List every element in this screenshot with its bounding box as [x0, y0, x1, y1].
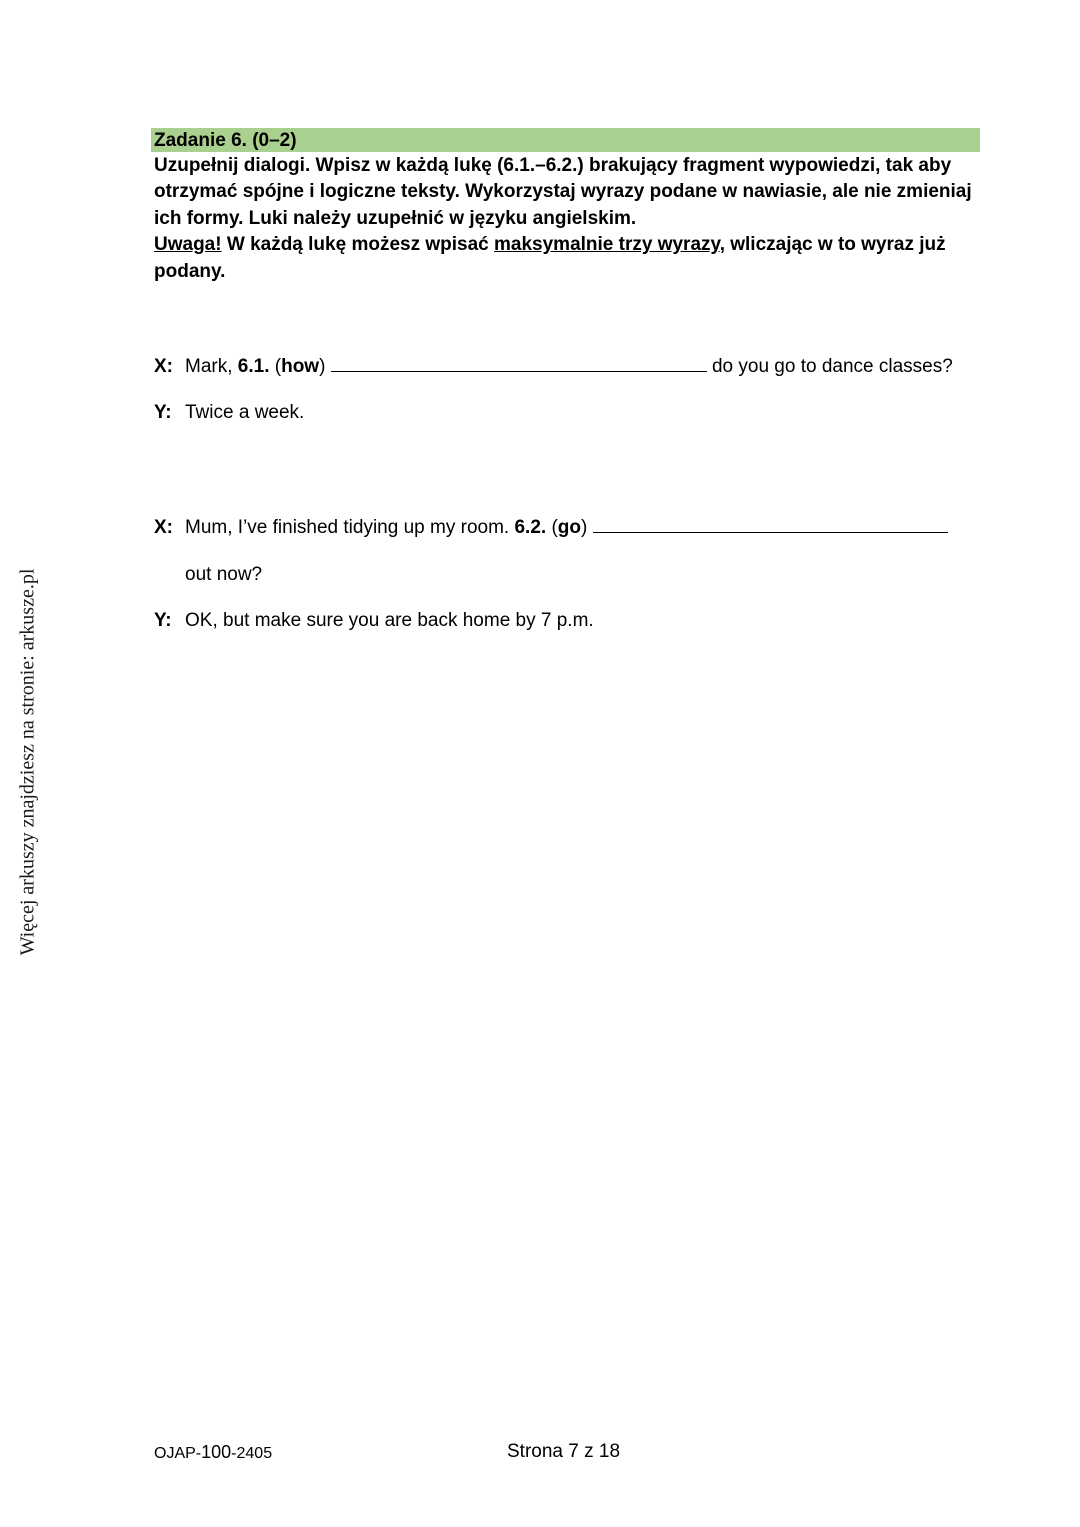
- page-number: Strona 7 z 18: [507, 1441, 621, 1462]
- task-header: Zadanie 6. (0–2): [151, 128, 980, 152]
- note-part-1: W każdą lukę możesz wpisać: [221, 234, 495, 256]
- task-instructions: [151, 152, 980, 285]
- keyword: how: [281, 356, 320, 377]
- line-text-end: do you go to dance classes?: [706, 356, 953, 377]
- note-emphasis: maksymalnie trzy wyrazy: [494, 234, 720, 256]
- dialogue-line-y: [154, 401, 304, 425]
- dialogue-line-y: [154, 609, 594, 633]
- instruction-text: Uzupełnij dialogi. Wpisz w każdą lukę (6.1.–6.2.) brakujący fragment wypowiedzi, tak aby otrzymać spójne i logiczne teksty. Wykorzystaj wyrazy podane w nawiasie, ale nie zmieniaj ich formy. Luki należy uzupełnić w języku angielskim.: [154, 155, 972, 229]
- paren-open: (: [546, 517, 558, 538]
- gap-number: 6.1.: [237, 356, 270, 377]
- paren-open: (: [269, 356, 282, 377]
- exam-code-main: 100: [201, 1442, 232, 1462]
- line-text: out now?: [185, 564, 263, 585]
- gap-number: 6.2.: [514, 517, 547, 538]
- dialogue-line-x: [154, 516, 948, 540]
- exam-code-prefix: OJAP-: [154, 1445, 202, 1462]
- exam-code: [154, 1441, 272, 1465]
- task-block: [151, 128, 980, 285]
- speaker-label: Y:: [154, 610, 172, 631]
- answer-gap-6-2[interactable]: [593, 516, 948, 533]
- paren-close: ): [581, 517, 593, 538]
- note-label: Uwaga!: [154, 234, 222, 256]
- side-watermark-text: Więcej arkuszy znajdziesz na stronie: arkusze.pl: [16, 568, 39, 956]
- speaker-label: X:: [154, 517, 173, 538]
- speaker-label: Y:: [154, 402, 172, 423]
- keyword: go: [557, 517, 581, 538]
- line-text: Twice a week.: [185, 402, 305, 423]
- line-text: OK, but make sure you are back home by 7 p.m.: [185, 610, 594, 631]
- speaker-label: X:: [154, 356, 173, 377]
- line-text: Mark,: [185, 356, 238, 377]
- dialogue-line-x: [154, 355, 953, 379]
- line-text: Mum, I’ve finished tidying up my room.: [185, 517, 515, 538]
- answer-gap-6-1[interactable]: [331, 355, 707, 372]
- exam-code-suffix: -2405: [231, 1445, 273, 1462]
- paren-close: ): [319, 356, 331, 377]
- dialogue-line-x-continued: [154, 563, 262, 587]
- note-part-2: , wliczając w to wyraz już podany.: [154, 234, 946, 282]
